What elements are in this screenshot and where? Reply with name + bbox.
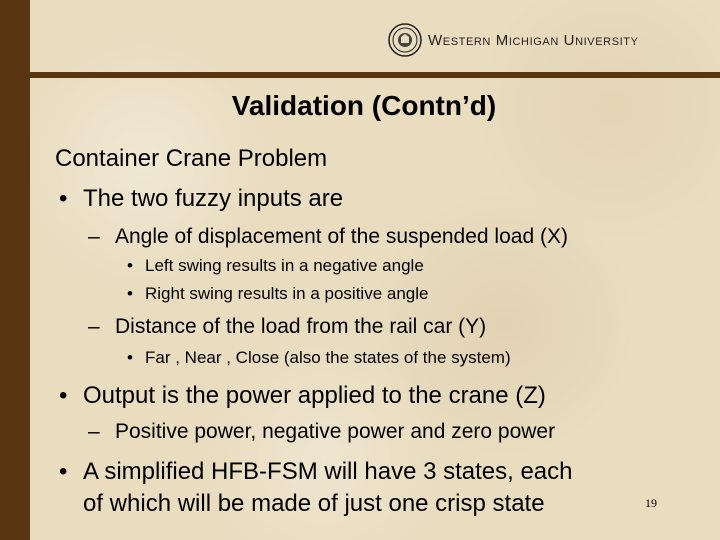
bullet-output	[55, 380, 695, 412]
bullet-text-line1: • A simplified HFB-FSM will have 3 states, each	[83, 458, 573, 485]
sub-sub-bullet-text: Left swing results in a negative angle	[145, 256, 424, 275]
sub-bullet-text: Angle of displacement of the suspended load (X)	[115, 225, 568, 248]
sub-bullet-power: – Positive power, negative power and zero power	[88, 420, 556, 443]
university-logo	[388, 22, 639, 58]
sub-sub-bullet-right-swing: • Right swing results in a positive angle	[127, 284, 429, 303]
bullet-hfb-fsm	[55, 456, 695, 520]
university-seal-icon	[388, 23, 422, 57]
sub-sub-bullet-states: • Far , Near , Close (also the states of the system)	[127, 348, 511, 367]
sub-bullet-text: Positive power, negative power and zero power	[115, 420, 556, 443]
sub-bullet-text: Distance of the load from the rail car (Y)	[115, 315, 487, 338]
sub-bullet-angle: – Angle of displacement of the suspended load (X)	[88, 225, 568, 248]
slide-heading: Container Crane Problem	[55, 145, 328, 172]
bullet-inputs	[55, 183, 695, 215]
bullet-text: Output is the power applied to the crane (Z)	[83, 382, 546, 409]
sub-bullet-distance: – Distance of the load from the rail car (Y)	[88, 315, 487, 338]
bullet-text: The two fuzzy inputs are	[83, 185, 344, 212]
university-name: Western Michigan University	[428, 31, 639, 49]
sub-sub-bullet-text: Right swing results in a positive angle	[145, 284, 429, 303]
slide-content	[55, 143, 695, 520]
sub-sub-bullet-left-swing: • Left swing results in a negative angle	[127, 256, 424, 275]
bullet-text-line2: of which will be made of just one crisp state	[83, 490, 545, 517]
slide-title: Validation (Contn’d)	[231, 90, 497, 121]
left-accent-bar	[0, 0, 30, 540]
sub-sub-bullet-text: Far , Near , Close (also the states of the system)	[145, 348, 511, 367]
header-divider	[30, 72, 720, 78]
page-number: 19	[645, 496, 657, 510]
